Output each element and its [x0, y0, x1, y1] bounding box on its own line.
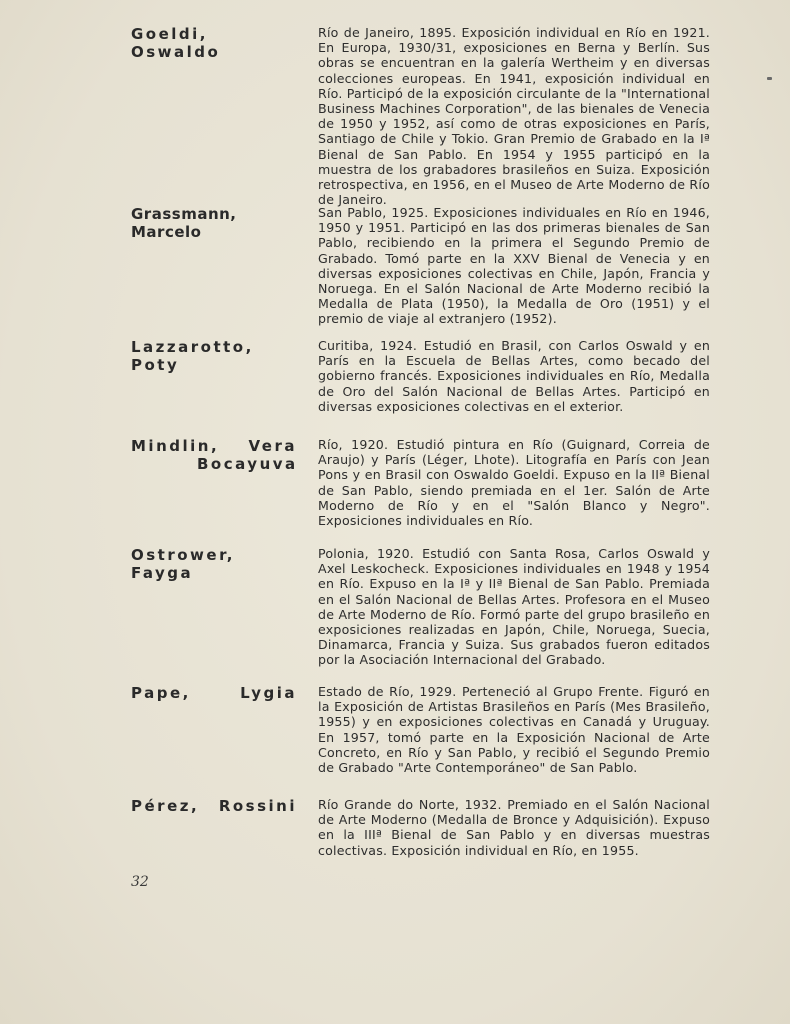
- artist-biography: Río Grande do Norte, 1932. Premiado en el Salón Nacional de Arte Moderno (Medalla de Bronce y Adquisición). Expuso en la IIIª Bienal de San Pablo y en diversas muestras colectivas. Exposición individual en Río, en 1955.: [318, 797, 710, 858]
- artist-name-line: Grassmann, Marcelo: [131, 205, 237, 241]
- artist-biography: Estado de Río, 1929. Perteneció al Grupo Frente. Figuró en la Exposición de Artistas Brasileños en París (Mes Brasileño, 1955) y en exposiciones colectivas en Canadá y Uruguay. En 1957, tomó parte en la Exposición Nacional de Arte Concreto, en Río y San Pablo, y recibió el Segundo Premio de Grabado "Arte Contemporáneo" de San Pablo.: [318, 684, 710, 776]
- artist-biography: Río, 1920. Estudió pintura en Río (Guignard, Correia de Araujo) y París (Léger, Lhote). Litografía en París con Jean Pons y en Brasil con Oswaldo Goeldi. Expuso en la IIª Bienal de San Pablo, siendo premiada en el 1er. Salón de Arte Moderno de Río y en el "Salón Blanco y Negro". Exposiciones individuales en Río.: [318, 437, 710, 529]
- artist-name: [131, 546, 297, 582]
- artist-biography: Curitiba, 1924. Estudió en Brasil, con Carlos Oswald y en París en la Escuela de Bellas Artes, como becado del gobierno francés. Exposiciones individuales en Río, Medalla de Oro del Salón Nacional de Bellas Artes. Participó en diversas exposiciones colectivas en el exterior.: [318, 338, 710, 414]
- artist-name: [131, 338, 297, 374]
- artist-name-line: Pérez, Rossini: [131, 797, 297, 815]
- artist-name-line: Lazzarotto, Poty: [131, 338, 254, 374]
- artist-biography: Polonia, 1920. Estudió con Santa Rosa, Carlos Oswald y Axel Leskocheck. Exposiciones individuales en 1948 y 1954 en Río. Expuso en la Iª y IIª Bienal de San Pablo. Premiada en el Salón Nacional de Bellas Artes. Profesora en el Museo de Arte Moderno de Río. Formó parte del grupo brasileño en exposiciones realizadas en Japón, Chile, Noruega, Suecia, Dinamarca, Francia y Suiza. Sus grabados fueron editados por la Asociación Internacional del Grabado.: [318, 546, 710, 668]
- artist-name: [131, 684, 297, 702]
- artist-biography: Río de Janeiro, 1895. Exposición individual en Río en 1921. En Europa, 1930/31, exposiciones en Berna y Berlín. Sus obras se encuentran en la galería Wertheim y en diversas colecciones europeas. En 1941, exposición individual en Río. Participó de la exposición circulante de la "International Business Machines Corporation", de las bienales de Venecia de 1950 y 1952, así como de otras exposiciones en París, Santiago de Chile y Tokio. Gran Premio de Grabado en la Iª Bienal de San Pablo. En 1954 y 1955 participó en la muestra de los grabadores brasileños en Suiza. Exposición retrospectiva, en 1956, en el Museo de Arte Moderno de Río de Janeiro.: [318, 25, 710, 208]
- artist-name-line: Ostrower, Fayga: [131, 546, 235, 582]
- artist-name: [131, 205, 297, 241]
- artist-name: [131, 437, 297, 473]
- artist-name: [131, 797, 297, 815]
- artist-name-line: Pape, Lygia: [131, 684, 297, 702]
- artist-name: [131, 25, 297, 61]
- artist-name-line: Goeldi, Oswaldo: [131, 25, 221, 61]
- artist-name-line: Bocayuva: [197, 455, 298, 473]
- page-number: 32: [131, 874, 149, 890]
- print-speck: [767, 77, 772, 80]
- artist-name-line: Mindlin, Vera: [131, 437, 297, 455]
- artist-biography: San Pablo, 1925. Exposiciones individuales en Río en 1946, 1950 y 1951. Participó en las dos primeras bienales de San Pablo, recibiendo en la primera el Segundo Premio de Grabado. Tomó parte en la XXV Bienal de Venecia y en diversas exposiciones colectivas en Chile, Japón, Francia y Noruega. En el Salón Nacional de Arte Moderno recibió la Medalla de Plata (1950), la Medalla de Oro (1951) y el premio de viaje al extranjero (1952).: [318, 205, 710, 327]
